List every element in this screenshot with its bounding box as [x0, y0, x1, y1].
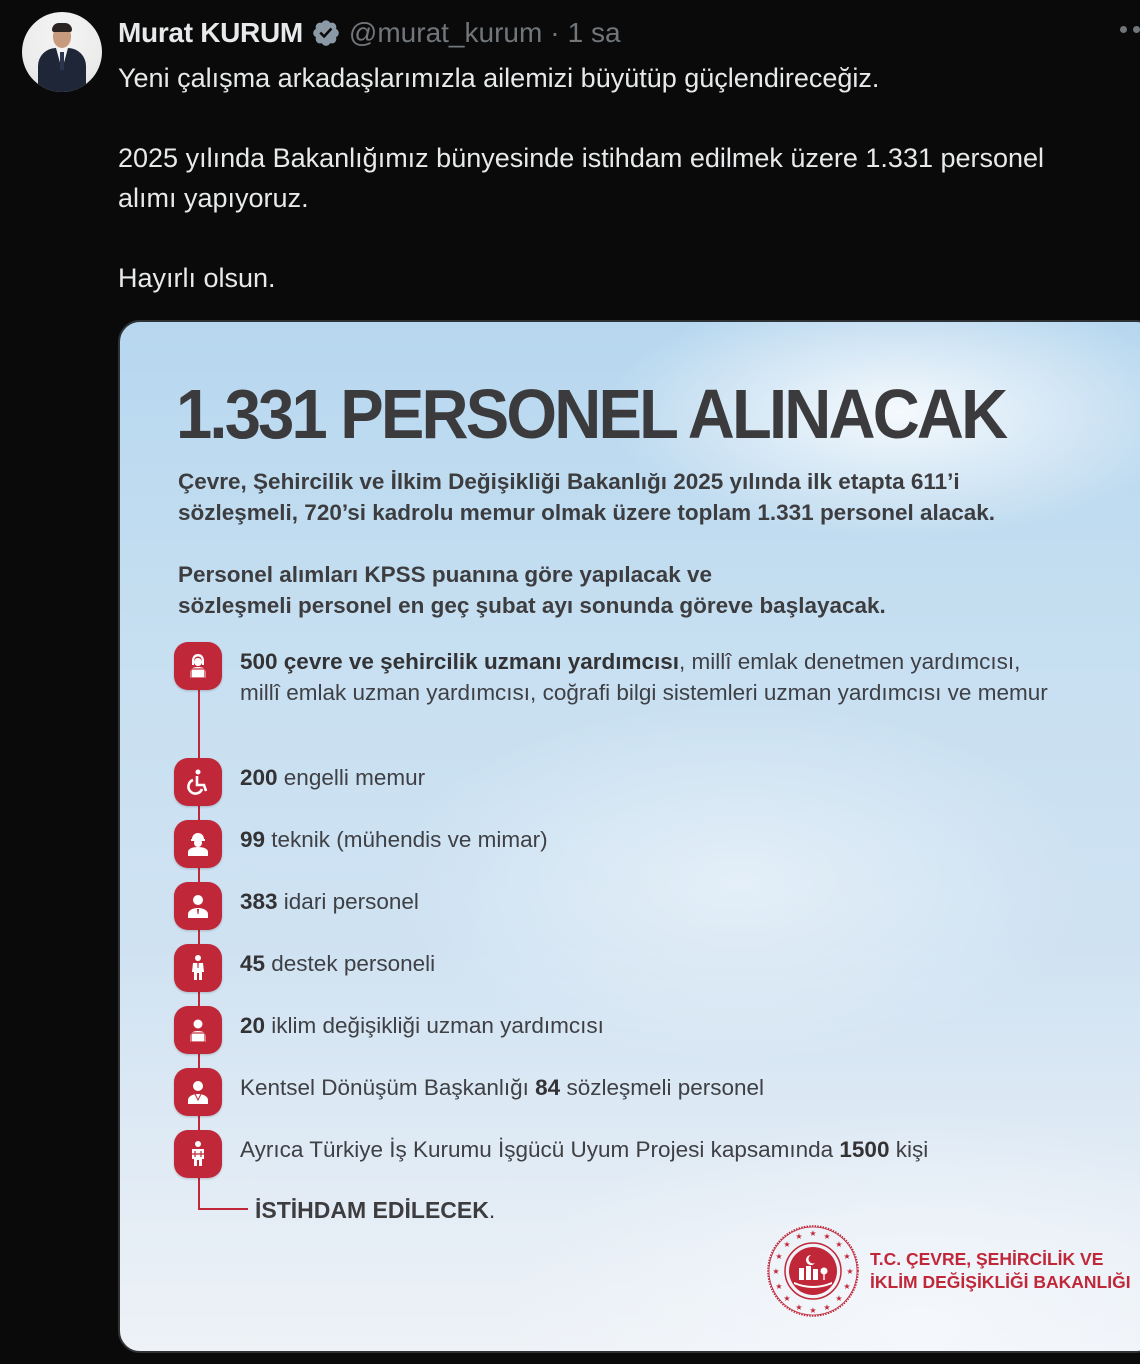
closing-suffix: .: [488, 1197, 496, 1223]
item-text: [240, 758, 1060, 793]
tweet-paragraph: 2025 yılında Bakanlığımız bünyesinde istihdam edilmek üzere 1.331 personel alımı yapıyoruz.: [118, 143, 1045, 213]
item-text: [240, 944, 1060, 979]
item-prefix: Kentsel Dönüşüm Başkanlığı: [240, 1075, 536, 1100]
item-count: 84: [535, 1075, 561, 1100]
item-description: destek personeli: [265, 951, 436, 976]
svg-text:★: ★: [809, 1229, 817, 1238]
man-at-laptop-icon: [174, 1006, 222, 1054]
item-count: 500 çevre ve şehircilik uzmanı yardımcısı: [240, 649, 680, 674]
list-item: [174, 642, 1060, 708]
infographic-title: 1.331 PERSONEL ALINACAK: [176, 375, 1006, 453]
standing-person-icon: [174, 944, 222, 992]
list-item: [174, 944, 1060, 992]
closing-statement: [255, 1197, 495, 1224]
item-description: sözleşmeli personel: [560, 1075, 765, 1100]
item-text: [240, 1130, 1120, 1165]
item-text: [240, 1006, 1060, 1041]
svg-text:★: ★: [823, 1232, 831, 1241]
engineer-hardhat-icon: [174, 820, 222, 868]
ministry-name: [870, 1248, 1131, 1294]
item-text: [240, 642, 1060, 708]
intro-line: sözleşmeli, 720’si kadrolu memur olmak üzere toplam 1.331 personel alacak.: [178, 500, 996, 525]
intro-line: Çevre, Şehircilik ve İlkim Değişikliği Bakanlığı 2025 yılında ilk etapta 611’i: [178, 469, 960, 494]
author-avatar[interactable]: [22, 12, 102, 92]
infographic-intro: [178, 466, 995, 528]
wheelchair-icon: [174, 758, 222, 806]
item-description: engelli memur: [277, 765, 426, 790]
svg-text:★: ★: [775, 1282, 783, 1291]
list-item: [174, 1130, 1120, 1178]
svg-text:★: ★: [835, 1240, 843, 1249]
svg-text:★: ★: [823, 1303, 831, 1312]
more-dot-icon: [1120, 26, 1127, 33]
ministry-name-line: T.C. ÇEVRE, ŞEHİRCİLİK VE: [870, 1249, 1104, 1269]
item-description: iklim değişikliği uzman yardımcısı: [265, 1013, 604, 1038]
more-options-button[interactable]: [1120, 26, 1140, 33]
item-count: 1500: [839, 1137, 890, 1162]
list-item: [174, 882, 1060, 930]
ministry-emblem-icon: [766, 1224, 860, 1318]
more-dot-icon: [1133, 26, 1140, 33]
businessman-icon: [174, 1068, 222, 1116]
tweet-paragraph: Hayırlı olsun.: [118, 263, 276, 293]
tweet-paragraph: Yeni çalışma arkadaşlarımızla ailemizi büyütüp güçlendireceğiz.: [118, 63, 880, 93]
svg-text:★: ★: [846, 1267, 854, 1276]
tweet-media-image[interactable]: [118, 320, 1140, 1353]
worker-icon: [174, 1130, 222, 1178]
avatar-tie: [60, 52, 64, 70]
ministry-name-line: İKLİM DEĞİŞİKLİĞİ BAKANLIĞI: [870, 1272, 1131, 1292]
svg-text:★: ★: [783, 1240, 791, 1249]
verified-badge-icon[interactable]: [311, 18, 341, 48]
item-description: teknik (mühendis ve mimar): [265, 827, 548, 852]
svg-text:★: ★: [843, 1252, 851, 1261]
tweet-header: [118, 14, 621, 52]
svg-text:★: ★: [783, 1294, 791, 1303]
svg-text:★: ★: [809, 1306, 817, 1315]
item-description: , millî emlak denetmen yardımcısı, millî emlak uzman yardımcısı, coğrafi bilgi sistemleri uzman yardımcısı ve memur: [240, 649, 1048, 705]
svg-text:★: ★: [835, 1294, 843, 1303]
tweet-text: [118, 58, 1118, 298]
timestamp[interactable]: 1 sa: [567, 17, 621, 48]
woman-at-laptop-icon: [174, 642, 222, 690]
svg-text:★: ★: [795, 1232, 803, 1241]
item-count: 383: [240, 889, 278, 914]
item-count: 20: [240, 1013, 266, 1038]
item-count: 99: [240, 827, 266, 852]
item-text: [240, 820, 1060, 855]
timeline-end-connector: [198, 1208, 248, 1210]
item-count: 200: [240, 765, 278, 790]
svg-text:★: ★: [772, 1267, 780, 1276]
item-text: [240, 882, 1060, 917]
avatar-hair: [52, 23, 72, 32]
list-item: [174, 1068, 1060, 1116]
infographic-details: [178, 559, 886, 621]
office-worker-icon: [174, 882, 222, 930]
item-description: kişi: [889, 1137, 929, 1162]
item-count: 45: [240, 951, 266, 976]
item-description: idari personel: [277, 889, 419, 914]
svg-text:★: ★: [795, 1303, 803, 1312]
author-handle[interactable]: @murat_kurum: [348, 17, 543, 48]
svg-text:★: ★: [843, 1282, 851, 1291]
details-line: sözleşmeli personel en geç şubat ayı sonunda göreve başlayacak.: [178, 593, 886, 618]
list-item: [174, 1006, 1060, 1054]
svg-text:★: ★: [775, 1252, 783, 1261]
details-line: Personel alımları KPSS puanına göre yapılacak ve: [178, 562, 712, 587]
item-prefix: Ayrıca Türkiye İş Kurumu İşgücü Uyum Projesi kapsamında: [240, 1137, 840, 1162]
separator-dot: ·: [550, 17, 560, 48]
list-item: [174, 820, 1060, 868]
timeline-line: [198, 662, 200, 1210]
list-item: [174, 758, 1060, 806]
author-name[interactable]: Murat KURUM: [118, 17, 303, 48]
item-text: [240, 1068, 1060, 1103]
closing-bold: İSTİHDAM EDİLECEK: [255, 1197, 489, 1223]
